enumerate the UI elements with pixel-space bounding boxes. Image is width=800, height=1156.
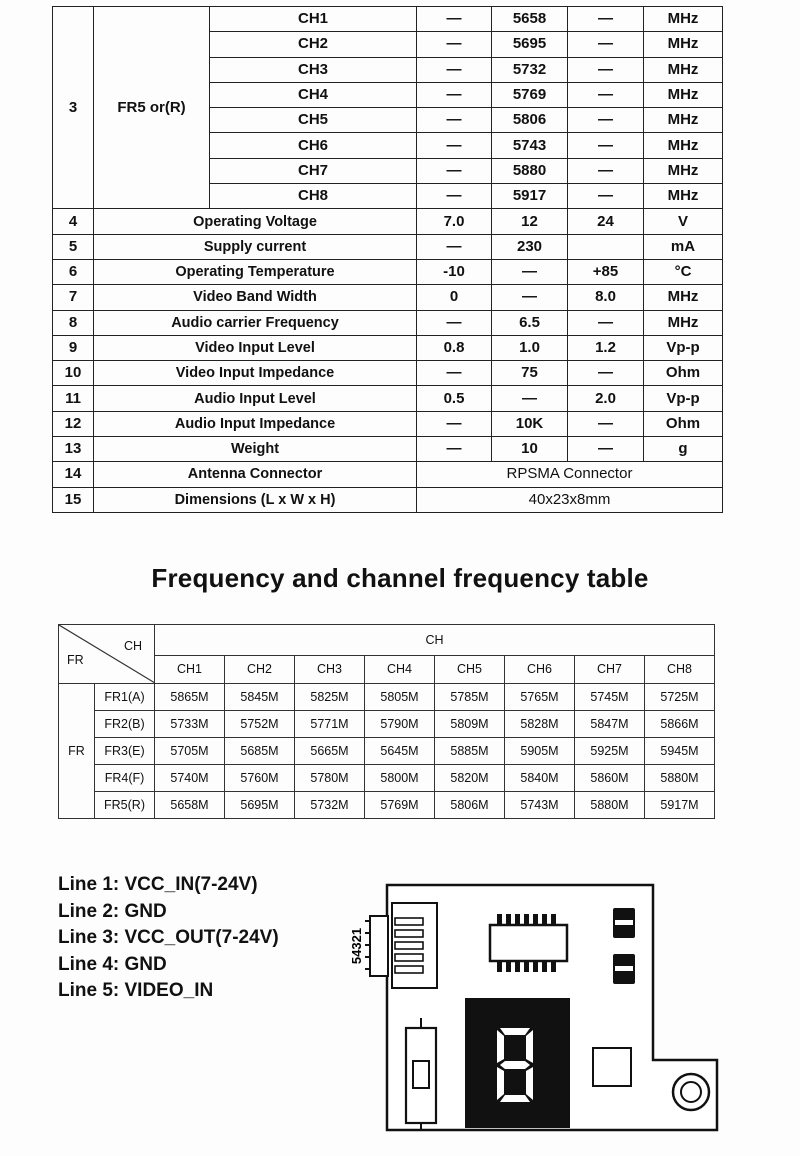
typ-value: 6.5 — [492, 310, 568, 335]
channel-name: CH1 — [210, 7, 417, 32]
parameter-name: Operating Temperature — [94, 259, 417, 284]
min-value: — — [417, 158, 492, 183]
frequency-cell: 5820M — [435, 765, 505, 792]
min-value: — — [417, 82, 492, 107]
spec-row — [53, 411, 723, 436]
band-name: FR5(R) — [95, 792, 155, 819]
unit: MHz — [644, 32, 723, 57]
typ-value: — — [492, 386, 568, 411]
corner-fr-label: FR — [67, 653, 84, 667]
max-value: +85 — [568, 259, 644, 284]
channel-header: CH8 — [645, 655, 715, 683]
max-value: — — [568, 32, 644, 57]
corner-cell — [59, 625, 155, 684]
frequency-cell: 5840M — [505, 765, 575, 792]
module-board-drawing — [325, 878, 725, 1138]
fr-group-label: FR — [59, 684, 95, 819]
frequency-cell: 5790M — [365, 711, 435, 738]
freq-row — [59, 738, 715, 765]
spec-row — [53, 335, 723, 360]
unit: MHz — [644, 310, 723, 335]
row-number: 7 — [53, 285, 94, 310]
frequency-cell: 5945M — [645, 738, 715, 765]
band-name: FR2(B) — [95, 711, 155, 738]
max-value: — — [568, 158, 644, 183]
row-number: 15 — [53, 487, 94, 512]
freq-table — [58, 624, 715, 819]
typ-value: 1.0 — [492, 335, 568, 360]
frequency-cell: 5771M — [295, 711, 365, 738]
min-value: — — [417, 411, 492, 436]
square-pad — [593, 1048, 631, 1086]
seven-segment-display — [465, 998, 570, 1128]
frequency-cell: 5880M — [575, 792, 645, 819]
frequency-cell: 5658M — [155, 792, 225, 819]
parameter-name: Audio Input Level — [94, 386, 417, 411]
frequency-cell: 5765M — [505, 684, 575, 711]
min-value: — — [417, 108, 492, 133]
typ-value: 5806 — [492, 108, 568, 133]
typ-value: 75 — [492, 361, 568, 386]
unit: MHz — [644, 184, 723, 209]
unit: MHz — [644, 82, 723, 107]
row-number: 10 — [53, 361, 94, 386]
frequency-cell: 5705M — [155, 738, 225, 765]
max-value: — — [568, 7, 644, 32]
pinout-line: Line 2: GND — [58, 900, 167, 922]
row-number: 9 — [53, 335, 94, 360]
unit: MHz — [644, 285, 723, 310]
row-number: 13 — [53, 437, 94, 462]
typ-value: 5917 — [492, 184, 568, 209]
typ-value: 5658 — [492, 7, 568, 32]
frequency-cell: 5645M — [365, 738, 435, 765]
unit: Vp-p — [644, 386, 723, 411]
pinout-line: Line 1: VCC_IN(7-24V) — [58, 874, 258, 895]
unit: °C — [644, 259, 723, 284]
connector-pin-label: 54321 — [349, 927, 364, 965]
typ-value: — — [492, 285, 568, 310]
frequency-cell: 5752M — [225, 711, 295, 738]
channel-header: CH2 — [225, 655, 295, 683]
parameter-name: Video Input Level — [94, 335, 417, 360]
min-value: — — [417, 57, 492, 82]
spec-value: 40x23x8mm — [417, 487, 723, 512]
frequency-cell: 5847M — [575, 711, 645, 738]
frequency-cell: 5825M — [295, 684, 365, 711]
spec-row — [53, 386, 723, 411]
frequency-cell: 5885M — [435, 738, 505, 765]
unit: V — [644, 209, 723, 234]
typ-value: — — [492, 259, 568, 284]
parameter-name: Operating Voltage — [94, 209, 417, 234]
channel-header: CH1 — [155, 655, 225, 683]
unit: Ohm — [644, 411, 723, 436]
pinout-list — [58, 872, 279, 1005]
max-value: 24 — [568, 209, 644, 234]
spec-row — [53, 437, 723, 462]
max-value: 8.0 — [568, 285, 644, 310]
band-name: FR3(E) — [95, 738, 155, 765]
ch-header: CH — [155, 625, 715, 656]
min-value: 0.8 — [417, 335, 492, 360]
spec-row — [53, 7, 723, 32]
frequency-cell: 5866M — [645, 711, 715, 738]
frequency-cell: 5800M — [365, 765, 435, 792]
frequency-cell: 5860M — [575, 765, 645, 792]
unit: MHz — [644, 7, 723, 32]
parameter-name: Audio carrier Frequency — [94, 310, 417, 335]
frequency-cell: 5917M — [645, 792, 715, 819]
min-value: -10 — [417, 259, 492, 284]
min-value: — — [417, 361, 492, 386]
freq-table-title: Frequency and channel frequency table — [151, 563, 649, 593]
spec-row — [53, 209, 723, 234]
max-value: — — [568, 184, 644, 209]
frequency-cell: 5685M — [225, 738, 295, 765]
row-number: 11 — [53, 386, 94, 411]
max-value: — — [568, 361, 644, 386]
max-value: — — [568, 437, 644, 462]
ic-chip — [490, 914, 567, 972]
channel-name: CH8 — [210, 184, 417, 209]
spec-table — [52, 6, 723, 513]
min-value: — — [417, 310, 492, 335]
max-value: — — [568, 310, 644, 335]
unit: mA — [644, 234, 723, 259]
freq-row — [59, 711, 715, 738]
mounting-hole — [673, 1074, 709, 1110]
min-value: 7.0 — [417, 209, 492, 234]
channel-name: CH6 — [210, 133, 417, 158]
row-number: 12 — [53, 411, 94, 436]
channel-header: CH6 — [505, 655, 575, 683]
corner-ch-label: CH — [123, 639, 142, 653]
parameter-name: Audio Input Impedance — [94, 411, 417, 436]
max-value: — — [568, 108, 644, 133]
parameter-name: Video Band Width — [94, 285, 417, 310]
channel-header: CH7 — [575, 655, 645, 683]
max-value: — — [568, 411, 644, 436]
channel-name: CH2 — [210, 32, 417, 57]
parameter-name: Video Input Impedance — [94, 361, 417, 386]
spec-value: RPSMA Connector — [417, 462, 723, 487]
channel-name: CH7 — [210, 158, 417, 183]
typ-value: 10K — [492, 411, 568, 436]
max-value: — — [568, 133, 644, 158]
parameter-name: Antenna Connector — [94, 462, 417, 487]
frequency-cell: 5745M — [575, 684, 645, 711]
frequency-cell: 5828M — [505, 711, 575, 738]
spec-row — [53, 310, 723, 335]
frequency-cell: 5695M — [225, 792, 295, 819]
frequency-cell: 5865M — [155, 684, 225, 711]
unit: MHz — [644, 57, 723, 82]
row-number: 4 — [53, 209, 94, 234]
spec-row — [53, 487, 723, 512]
frequency-cell: 5732M — [295, 792, 365, 819]
frequency-cell: 5780M — [295, 765, 365, 792]
freq-row — [59, 792, 715, 819]
push-button — [406, 1018, 436, 1131]
connector-header — [365, 903, 437, 988]
pinout-line: Line 4: GND — [58, 953, 167, 975]
spec-row — [53, 285, 723, 310]
smd-component-top — [613, 908, 635, 938]
min-value: — — [417, 7, 492, 32]
max-value: — — [568, 82, 644, 107]
frequency-cell: 5760M — [225, 765, 295, 792]
channel-header: CH3 — [295, 655, 365, 683]
typ-value: 5880 — [492, 158, 568, 183]
typ-value: 5743 — [492, 133, 568, 158]
spec-row — [53, 361, 723, 386]
band-name: FR4(F) — [95, 765, 155, 792]
spec-row — [53, 462, 723, 487]
frequency-cell: 5809M — [435, 711, 505, 738]
unit: Vp-p — [644, 335, 723, 360]
typ-value: 10 — [492, 437, 568, 462]
frequency-cell: 5740M — [155, 765, 225, 792]
freq-row — [59, 765, 715, 792]
min-value: 0.5 — [417, 386, 492, 411]
channel-header: CH4 — [365, 655, 435, 683]
row-number: 14 — [53, 462, 94, 487]
pinout-line: Line 3: VCC_OUT(7-24V) — [58, 927, 279, 948]
freq-row — [59, 684, 715, 711]
unit: Ohm — [644, 361, 723, 386]
frequency-cell: 5785M — [435, 684, 505, 711]
frequency-cell: 5905M — [505, 738, 575, 765]
typ-value: 230 — [492, 234, 568, 259]
min-value: 0 — [417, 285, 492, 310]
smd-component-bottom — [613, 954, 635, 984]
frequency-cell: 5805M — [365, 684, 435, 711]
frequency-cell: 5665M — [295, 738, 365, 765]
channel-name: CH3 — [210, 57, 417, 82]
row-number: 5 — [53, 234, 94, 259]
typ-value: 12 — [492, 209, 568, 234]
frequency-cell: 5925M — [575, 738, 645, 765]
frequency-cell: 5733M — [155, 711, 225, 738]
unit: MHz — [644, 158, 723, 183]
parameter-name: Weight — [94, 437, 417, 462]
unit: MHz — [644, 133, 723, 158]
spec-row — [53, 234, 723, 259]
unit: MHz — [644, 108, 723, 133]
frequency-cell: 5880M — [645, 765, 715, 792]
band-name: FR1(A) — [95, 684, 155, 711]
max-value: 2.0 — [568, 386, 644, 411]
row-number: 6 — [53, 259, 94, 284]
min-value: — — [417, 437, 492, 462]
pinout-line: Line 5: VIDEO_IN — [58, 980, 214, 1001]
frequency-cell: 5845M — [225, 684, 295, 711]
parameter-name: Dimensions (L x W x H) — [94, 487, 417, 512]
min-value: — — [417, 133, 492, 158]
frequency-cell: 5806M — [435, 792, 505, 819]
parameter-name: Supply current — [94, 234, 417, 259]
min-value: — — [417, 234, 492, 259]
typ-value: 5769 — [492, 82, 568, 107]
max-value: — — [568, 57, 644, 82]
min-value: — — [417, 32, 492, 57]
spec-row — [53, 259, 723, 284]
typ-value: 5732 — [492, 57, 568, 82]
frequency-cell: 5743M — [505, 792, 575, 819]
unit: g — [644, 437, 723, 462]
max-value: 1.2 — [568, 335, 644, 360]
band-label: FR5 or(R) — [94, 7, 210, 209]
channel-name: CH4 — [210, 82, 417, 107]
max-value — [568, 234, 644, 259]
channel-header: CH5 — [435, 655, 505, 683]
frequency-cell: 5725M — [645, 684, 715, 711]
row-number: 3 — [53, 7, 94, 209]
channel-name: CH5 — [210, 108, 417, 133]
min-value: — — [417, 184, 492, 209]
row-number: 8 — [53, 310, 94, 335]
frequency-cell: 5769M — [365, 792, 435, 819]
typ-value: 5695 — [492, 32, 568, 57]
